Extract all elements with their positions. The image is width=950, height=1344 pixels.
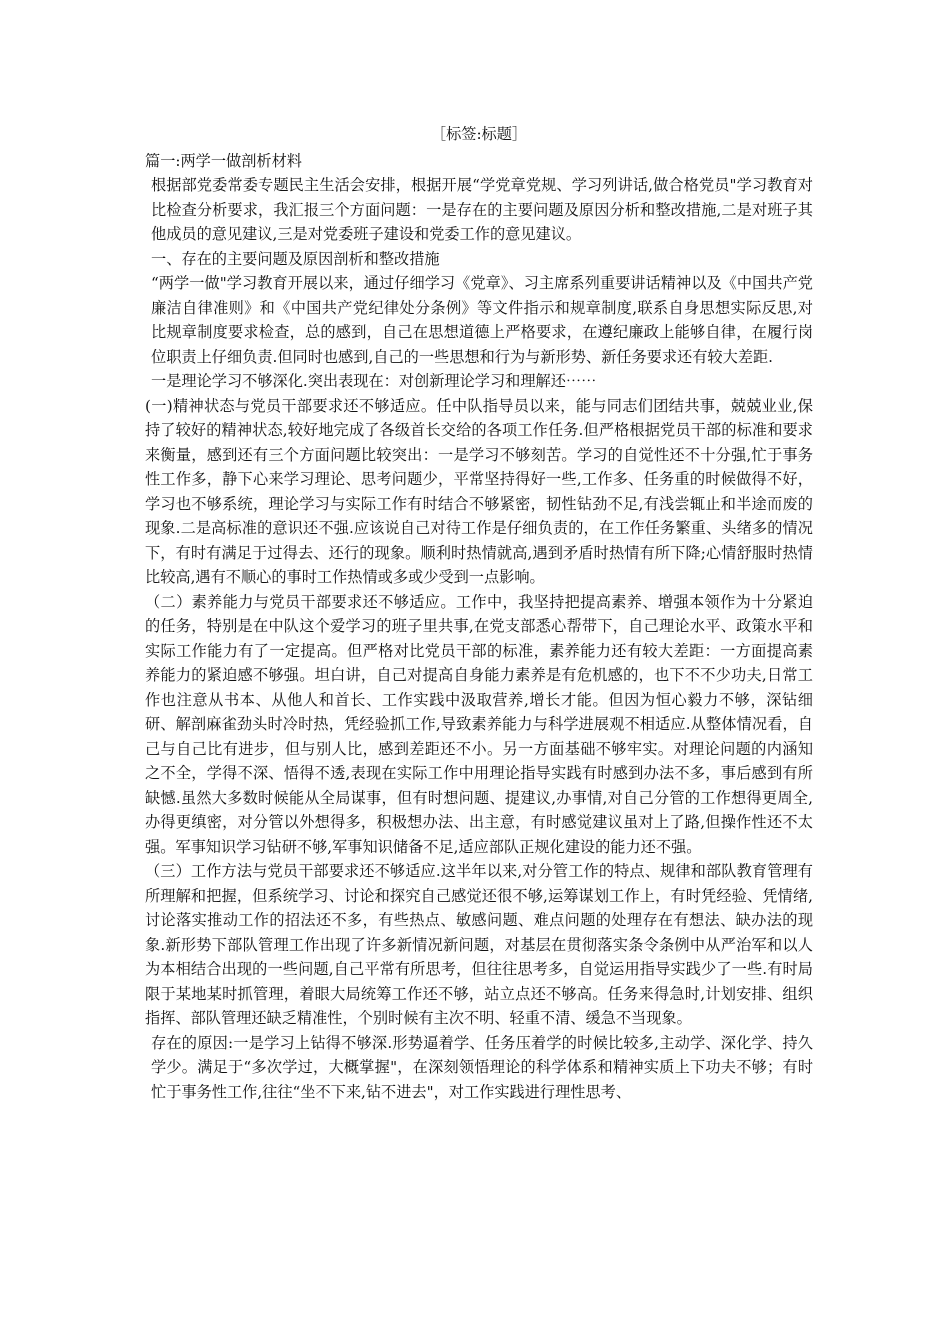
spirit-state-paragraph: (一)精神状态与党员干部要求还不够适应。任中队指导员以来，能与同志们团结共事，兢兢业业,保持了较好的精神状态,较好地完成了各级首长交给的各项工作任务.但严格根据党员干部的标准和要求来衡量，感到还有三个方面问题比较突出：一是学习不够刻苦。学习的自觉性还不十分强,忙于事务性工作多，静下心来学习理论、思考问题少，平常坚持得好一些,工作多、任务重的时候做得不好，学习也不够系统，理论学习与实际工作有时结合不够紧密，韧性钻劲不足,有浅尝辄止和半途而废的现象.二是高标准的意识还不强.应该说自己对待工作是仔细负责的，在工作任务繁重、头绪多的情况下，有时有满足于过得去、还行的现象。顺利时热情就高,遇到矛盾时热情有所下降;心情舒服时热情比较高,遇有不顺心的事时工作热情或多或少受到一点影响。 xyxy=(145,396,813,586)
overview-paragraph: “两学一做"学习教育开展以来，通过仔细学习《党章》、习主席系列重要讲话精神以及《中国共产党廉洁自律准则》和《中国共产党纪律处分条例》等文件指示和规章制度,联系自身思想实际反思,对比规章制度要求检查，总的感到，自己在思想道德上严格要求，在遵纪廉政上能够自律，在履行岗位职责上仔细负责.但同时也感到,自己的一些思想和行为与新形势、新任务要求还有较大差距. xyxy=(151,274,813,366)
chapter-heading: 篇一:两学一做剖析材料 xyxy=(145,151,302,170)
quality-ability-paragraph: （二）素养能力与党员干部要求还不够适应。工作中，我坚持把提高素养、增强本领作为十分紧迫的任务，特别是在中队这个爱学习的班子里共事,在党支部悉心帮带下，自己理论水平、政策水平和实际工作能力有了一定提高。但严格对比党员干部的标准，素养能力还有较大差距：一方面提高素养能力的紧迫感不够强。坦白讲，自己对提高自身能力素养是有危机感的，也下不不少功夫,日常工作也注意从书本、从他人和首长、工作实践中汲取营养,增长才能。但因为恒心毅力不够，深钻细研、解剖麻雀劲头时冷时热，凭经验抓工作,导致素养能力与科学进展观不相适应.从整体情况看，自己与自己比有进步，但与别人比，感到差距还不小。另一方面基础不够牢实。对理论问题的内涵知之不全，学得不深、悟得不透,表现在实际工作中用理论指导实践有时感到办法不多，事后感到有所缺憾.虽然大多数时候能从全局谋事，但有时想问题、提建议,办事情,对自己分管的工作想得更周全,办得更缜密，对分管以外想得多，积极想办法、出主意，有时感觉建议虽对上了路,但操作性还不太强。军事知识学习钻研不够,军事知识储备不足,适应部队正规化建设的能力还不强。 xyxy=(145,592,813,856)
causes-paragraph: 存在的原因:一是学习上钻得不够深.形势逼着学、任务压着学的时候比较多,主动学、深化学、持久学少。满足于“多次学过，大概掌握"，在深刻领悟理论的科学体系和精神实质上下功夫不够；有时忙于事务性工作,往往“坐不下来,钻不进去"，对工作实践进行理性思考、 xyxy=(151,1033,813,1101)
tag-title: ［标签:标题］ xyxy=(430,125,528,143)
work-method-paragraph: （三）工作方法与党员干部要求还不够适应.这半年以来,对分管工作的特点、规律和部队教育管理有所理解和把握，但系统学习、讨论和探究自己感觉还很不够,运筹谋划工作上，有时凭经验、凭情绪,讨论落实推动工作的招法还不多，有些热点、敏感问题、难点问题的处理存在有想法、缺办法的现象.新形势下部队管理工作出现了许多新情况新问题，对基层在贯彻落实条令条例中从严治军和以人为本相结合出现的一些问题,自己平常有所思考，但往往思考多，自觉运用指导实践少了一些.有时局限于某地某时抓管理，着眼大局统筹工作还不够，站立点还不够高。任务来得急时,计划安排、组织指挥、部队管理还缺乏精准性，个别时候有主次不明、轻重不清、缓急不当现象。 xyxy=(145,862,813,1027)
theory-study-paragraph: 一是理论学习不够深化.突出表现在：对创新理论学习和理解还⋯⋯ xyxy=(151,372,597,390)
section-heading: 一、存在的主要问题及原因剖析和整改措施 xyxy=(151,249,440,268)
document-body xyxy=(145,122,813,1104)
intro-paragraph: 根据部党委常委专题民主生活会安排，根据开展“学党章党规、学习列讲话,做合格党员"学习教育对比检查分析要求，我汇报三个方面问题：一是存在的主要问题及原因分析和整改措施,二是对班子其他成员的意见建议,三是对党委班子建设和党委工作的意见建议。 xyxy=(151,176,813,243)
